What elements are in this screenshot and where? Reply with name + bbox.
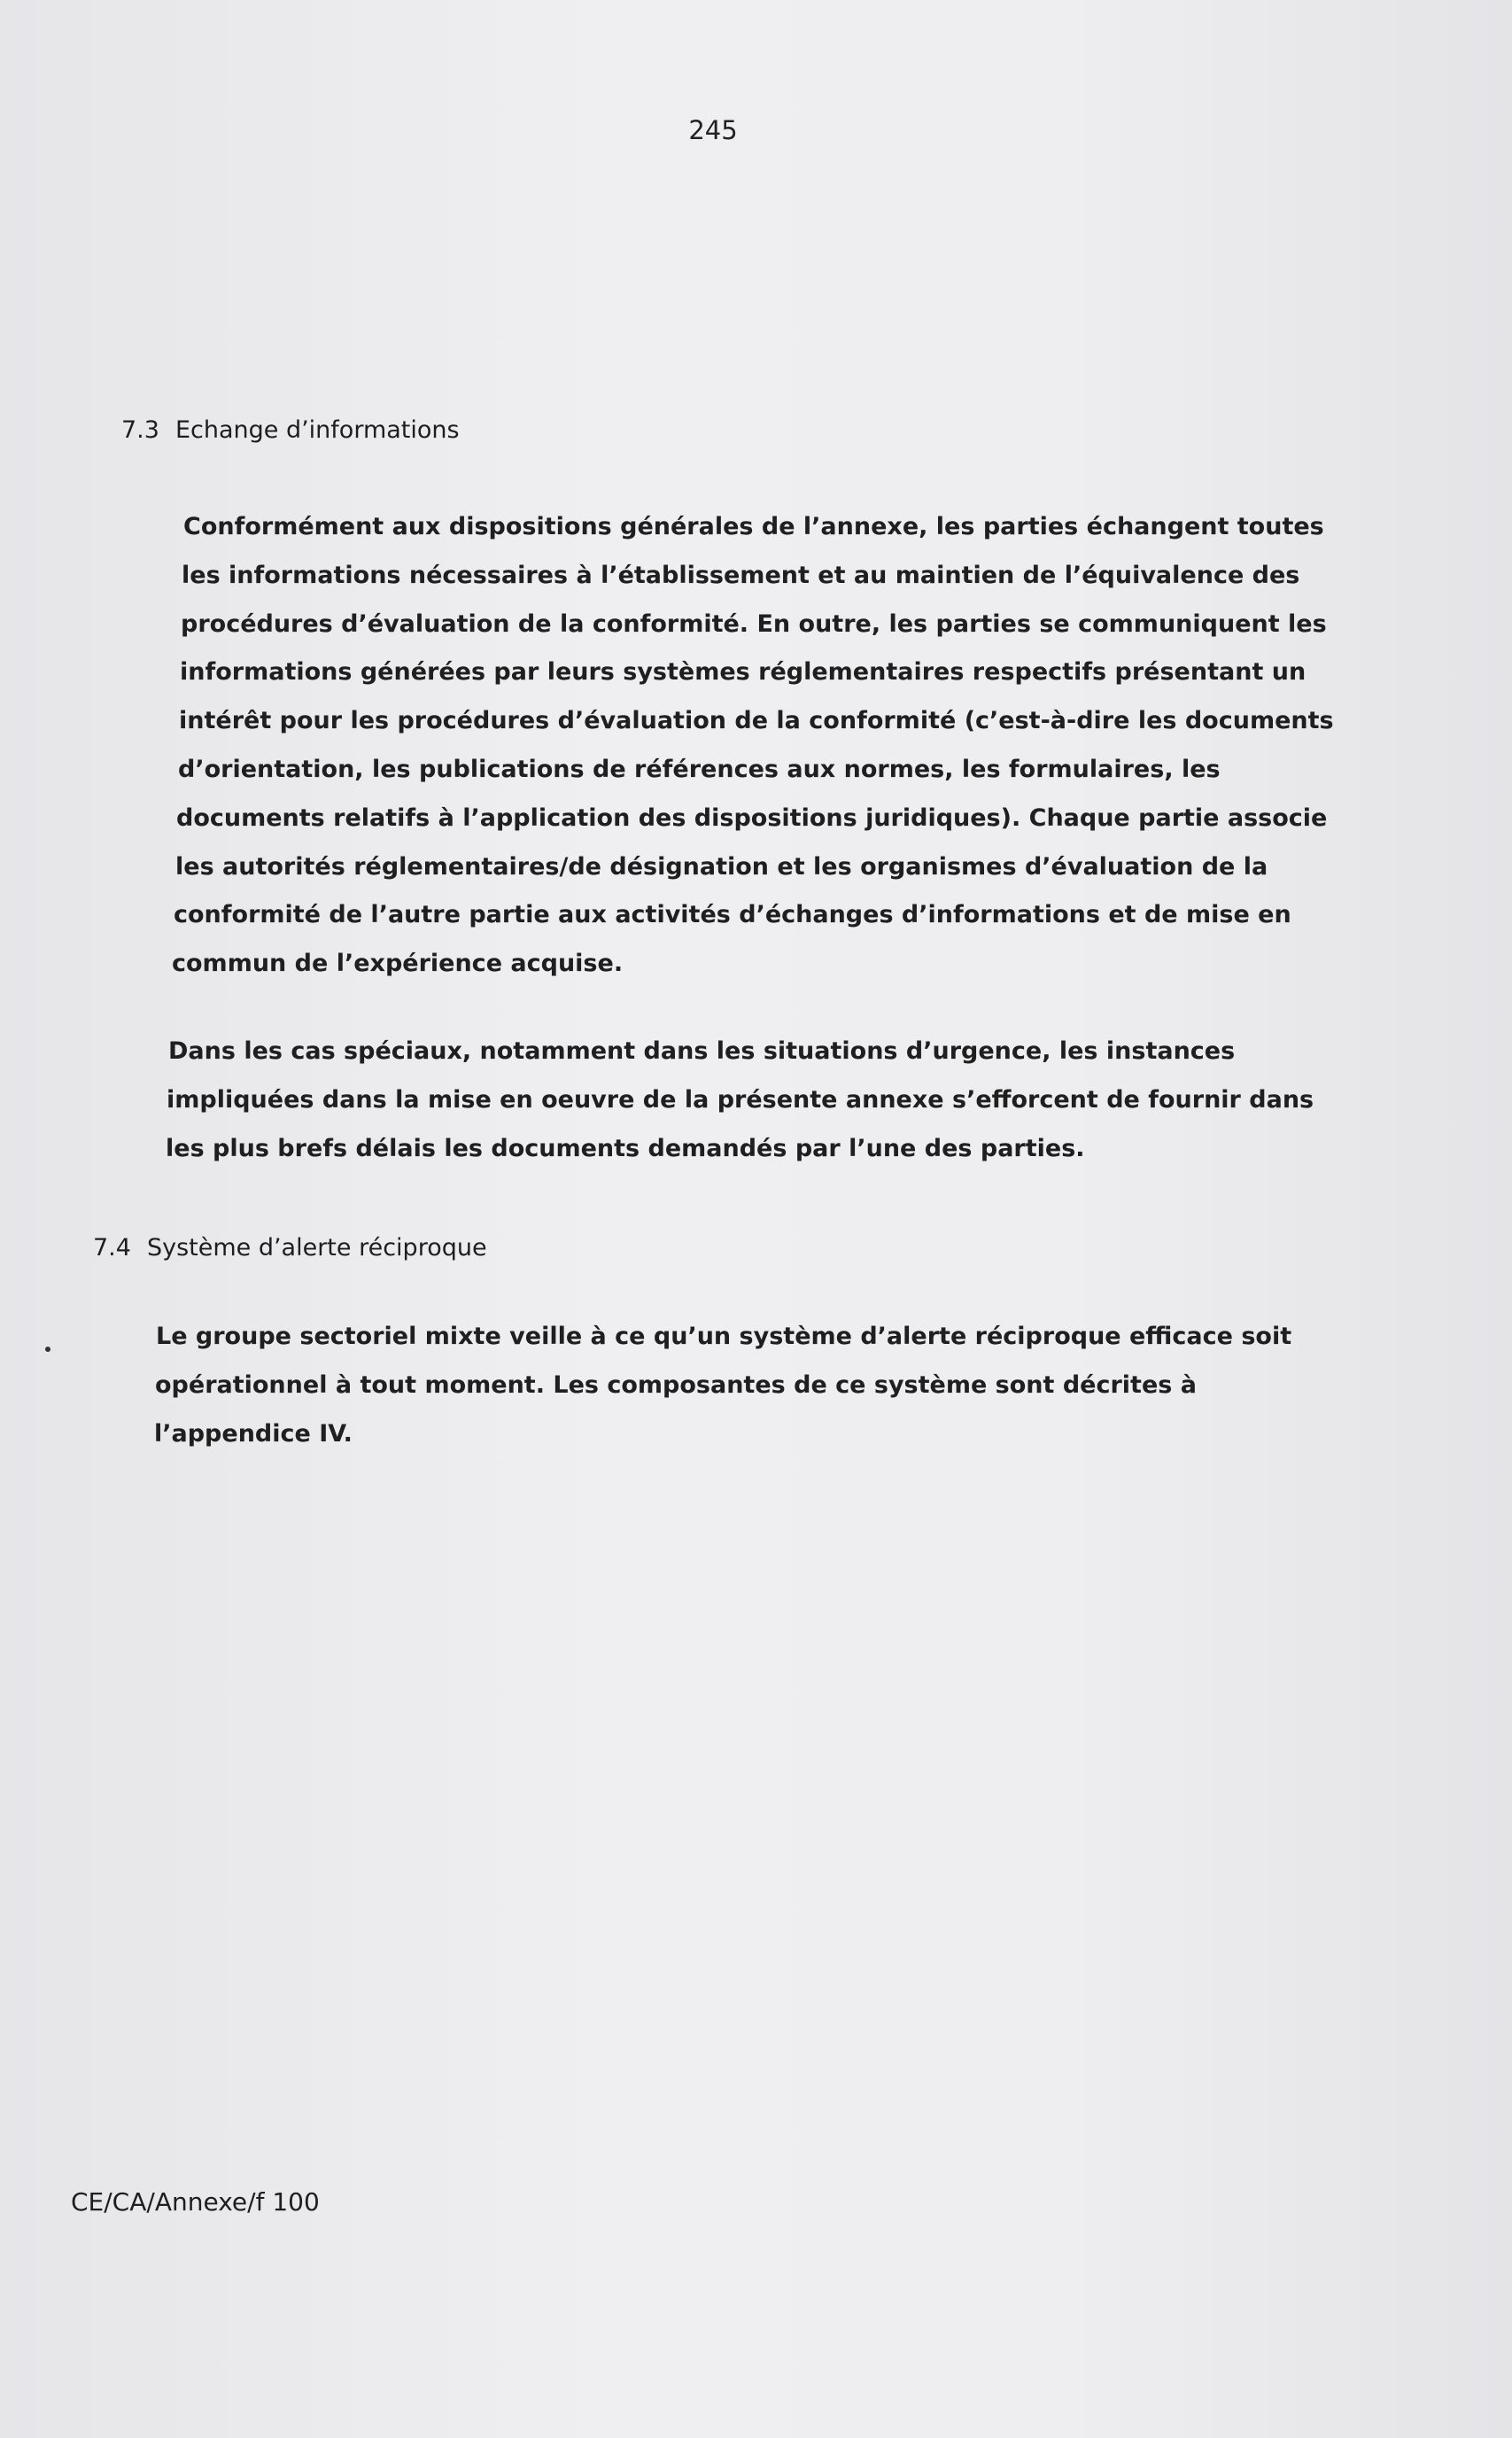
section-title: Echange d’informations: [174, 416, 460, 444]
paragraph-line: l’appendice IV.: [154, 1419, 353, 1448]
paragraph-urgent-cases: [168, 1039, 1314, 1184]
paragraph-line: intérêt pour les procédures d’évaluation de la conformité (c’est-à-dire les documents: [179, 707, 1334, 735]
section-title: Système d’alerte réciproque: [146, 1234, 487, 1262]
paragraph-information-exchange: [172, 513, 1334, 1000]
paragraph-line: les informations nécessaires à l’établissement et au maintien de l’équivalence des: [182, 561, 1300, 589]
paragraph-line: les autorités réglementaires/de désignation et les organismes d’évaluation de la: [175, 852, 1268, 881]
stray-dot-mark: [45, 1347, 50, 1352]
paragraph-line: procédures d’évaluation de la conformité. En outre, les parties se communiquent les: [181, 610, 1327, 638]
paragraph-alert-system: [156, 1324, 1291, 1470]
section-number: 7.3: [121, 416, 159, 444]
paragraph-line: commun de l’expérience acquise.: [172, 950, 624, 978]
paragraph-line: conformité de l’autre partie aux activités d’échanges d’informations et de mise en: [174, 901, 1291, 929]
paragraph-line: documents relatifs à l’application des dispositions juridiques). Chaque partie associe: [176, 804, 1328, 832]
paragraph-line: opérationnel à tout moment. Les composantes de ce système sont décrites à: [155, 1370, 1197, 1399]
paragraph-line: Conformément aux dispositions générales de l’annexe, les parties échangent toutes: [183, 513, 1324, 540]
paragraph-line: les plus brefs délais les documents demandés par l’une des parties.: [166, 1134, 1085, 1162]
paragraph-line: Le groupe sectoriel mixte veille à ce qu’un système d’alerte réciproque efficace soit: [156, 1323, 1292, 1350]
section-number: 7.4: [93, 1234, 131, 1262]
paragraph-line: d’orientation, les publications de références aux normes, les formulaires, les: [178, 755, 1221, 783]
paragraph-line: Dans les cas spéciaux, notamment dans les situations d’urgence, les instances: [168, 1037, 1236, 1065]
section-heading-7-4: [93, 1234, 487, 1262]
paragraph-line: impliquées dans la mise en oeuvre de la présente annexe s’efforcent de fournir dans: [167, 1085, 1314, 1114]
document-reference-footer: CE/CA/Annexe/f 100: [71, 2187, 320, 2217]
page-number: 245: [688, 115, 738, 145]
paragraph-line: informations générées par leurs systèmes réglementaires respectifs présentant un: [180, 658, 1307, 687]
section-heading-7-3: [121, 416, 460, 444]
